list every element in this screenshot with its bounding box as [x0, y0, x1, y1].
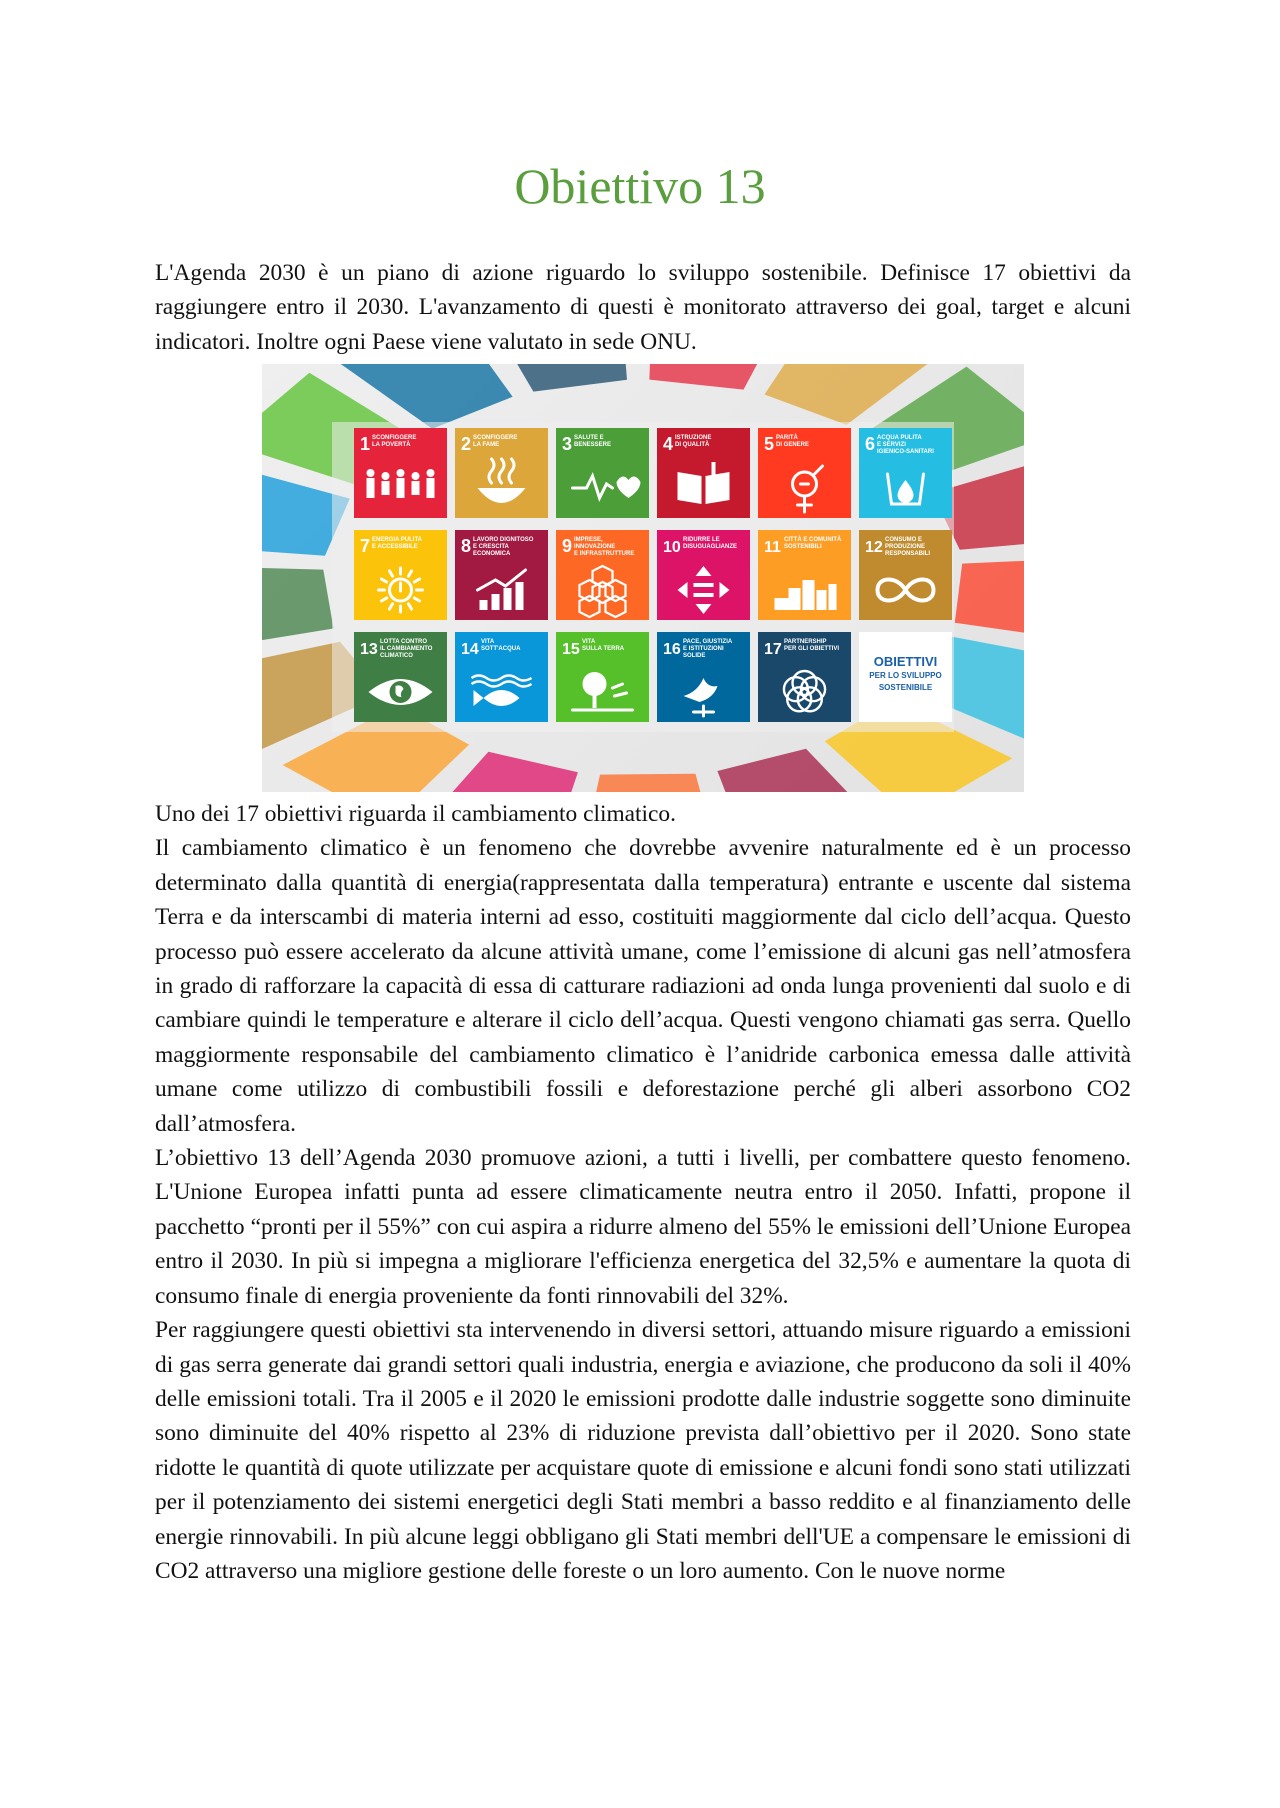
sdg-goals-image	[262, 364, 1024, 792]
sdg-goals-graphic	[262, 364, 1024, 792]
sdg-tile-label: ACQUA PULITA	[877, 435, 922, 441]
sdg-tile-label: E INFRASTRUTTURE	[574, 551, 635, 557]
sdg-tile-10	[657, 530, 750, 620]
sdg-tile-label: SULLA TERRA	[582, 646, 625, 652]
sdg-tile-number: 10	[663, 539, 681, 556]
sdg-tile-label: IMPRESE,	[574, 537, 603, 543]
sdg-tile-label: SALUTE E	[574, 435, 604, 441]
sdg-tile-label: CLIMATICO	[380, 653, 413, 659]
sdg-tile-label: E ISTITUZIONI	[683, 646, 724, 652]
sdg-tile-2	[455, 428, 548, 518]
sdg-tile-label: PARTNERSHIP	[784, 639, 827, 645]
sdg-tile-number: 17	[764, 641, 782, 658]
sdg-tile-number: 8	[461, 536, 472, 556]
wheel-wedge	[955, 557, 1024, 644]
sdg-tile-number: 1	[360, 434, 371, 454]
sdg-tile-12	[859, 530, 952, 620]
sdg-tile-label: PARITÀ	[776, 435, 798, 441]
sdg-tile-label: SCONFIGGERE	[473, 435, 518, 441]
sdg-logo-text: SOSTENIBILE	[878, 683, 933, 692]
sdg-logo-text: PER LO SVILUPPO	[869, 671, 942, 680]
sdg-tile-17	[758, 632, 851, 722]
sdg-tile-number: 14	[461, 641, 479, 658]
body-text	[155, 797, 1131, 1588]
sdg-tile-14	[455, 632, 548, 722]
sdg-tile-number: 15	[562, 641, 580, 658]
sdg-tile-label: ECONOMICA	[473, 551, 511, 557]
sdg-tile-label: INNOVAZIONE	[574, 544, 616, 550]
intro-text: L'Agenda 2030 è un piano di azione riguardo lo sviluppo sostenibile. Definisce 17 obiettivi da raggiungere entro il 2030. L'avanzamento di questi è monitorato attraverso dei goal, target e alcuni indicatori. Inoltre ogni Paese viene valutato in sede ONU.	[155, 260, 1131, 355]
sdg-tile-label: E ACCESSIBILE	[372, 544, 418, 550]
sdg-tile-9	[556, 530, 649, 620]
wheel-wedge	[262, 566, 334, 653]
sdg-tile-6	[859, 428, 952, 518]
sdg-tile-number: 7	[360, 536, 371, 556]
sdg-tile-number: 13	[360, 641, 378, 658]
sdg-tile-number: 12	[865, 539, 883, 556]
sdg-tile-label: CONSUMO E	[885, 537, 923, 543]
paragraph-2: Il cambiamento climatico è un fenomeno che dovrebbe avvenire naturalmente ed è un processo determinato dalla quantità di energia(rappresentata dalla temperatura) entrante e uscente dal sistema Terra e da interscambi di materia interni ad esso, costituiti maggiormente dal ciclo dell’acqua. Questo processo può essere accelerato da alcune attività umane, come l’emissione di alcuni gas nell’atmosfera in grado di rafforzare la capacità di essa di catturare radiazioni ad onda lunga provenienti dal suolo e di cambiare quindi le temperature e alterare il ciclo dell’acqua. Questi vengono chiamati gas serra. Quello maggiormente responsabile del cambiamento climatico è l’anidride carbonica emessa dalle attività umane come utilizzo di combustibili fossili e deforestazione perché gli alberi assorbono CO2 dall’atmosfera.	[155, 835, 1131, 1137]
sdg-tile-11	[758, 530, 851, 620]
sdg-tile-16	[657, 632, 750, 722]
sdg-tile-label: PACE, GIUSTIZIA	[683, 639, 733, 645]
sdg-tile-label: DISUGUAGLIANZE	[683, 544, 737, 550]
sdg-tile-number: 9	[562, 536, 573, 556]
sdg-tile-label: RIDURRE LE	[683, 537, 720, 543]
sdg-tile-label: VITA	[582, 639, 596, 645]
sdg-tile-label: LA FAME	[473, 442, 500, 448]
sdg-tile-label: LAVORO DIGNITOSO	[473, 537, 534, 543]
sdg-tile-number: 2	[461, 434, 472, 454]
sdg-tile-8	[455, 530, 548, 620]
sdg-tile-label: DI QUALITÀ	[675, 442, 710, 448]
sdg-tile-label: PRODUZIONE	[885, 544, 926, 550]
sdg-tile-number: 11	[764, 539, 781, 556]
sdg-tile-label: BENESSERE	[574, 442, 612, 448]
paragraph-1: Uno dei 17 obiettivi riguarda il cambiamento climatico.	[155, 801, 676, 827]
sdg-logo-text: OBIETTIVI	[873, 654, 938, 669]
sdg-tile-number: 4	[663, 434, 674, 454]
sdg-tile-label: SOSTENIBILI	[784, 544, 822, 550]
sdg-tile-label: IGIENICO-SANITARI	[877, 449, 934, 455]
wheel-wedge	[580, 774, 720, 792]
sdg-tile-label: RESPONSABILI	[885, 551, 931, 557]
paragraph-4: Per raggiungere questi obiettivi sta intervenendo in diversi settori, attuando misure riguardo a emissioni di gas serra generate dai grandi settori quali industria, energia e aviazione, che producono da soli il 40% delle emissioni totali. Tra il 2005 e il 2020 le emissioni prodotte dalle industrie soggette sono diminuite sono diminuite del 40% rispetto al 23% di riduzione prevista dall’obiettivo per il 2020. Sono state ridotte le quantità di quote utilizzate per acquistare quote di emissione e alcuni fondi sono stati utilizzati per il potenziamento dei sistemi energetici degli Stati membri a basso reddito e al finanziamento delle energie rinnovabili. In più alcune leggi obbligano gli Stati membri dell'UE a compensare le emissioni di CO2 attraverso una migliore gestione delle foreste o un loro aumento. Con le nuove norme	[155, 1317, 1131, 1584]
sdg-tile-label: ISTRUZIONE	[675, 435, 712, 441]
sdg-tile-label: CITTÀ E COMUNITÀ	[784, 537, 842, 543]
sdg-tile-3	[556, 428, 649, 518]
sdg-tile-label: VITA	[481, 639, 495, 645]
sdg-tile-15	[556, 632, 649, 722]
wheel-wedge	[649, 364, 790, 390]
sdg-tile-label: SCONFIGGERE	[372, 435, 417, 441]
sdg-tile-4	[657, 428, 750, 518]
sdg-tile-7	[354, 530, 447, 620]
sdg-tile-label: DI GENERE	[776, 442, 810, 448]
sdg-tile-number: 5	[764, 434, 775, 454]
sdg-logo-tile	[859, 632, 952, 722]
sdg-tile-label: LOTTA CONTRO	[380, 639, 427, 645]
sdg-tile-1	[354, 428, 447, 518]
sdg-tile-label: SOLIDE	[683, 653, 706, 659]
sdg-tile-label: E SERVIZI	[877, 442, 906, 448]
sdg-tile-label: E CRESCITA	[473, 544, 509, 550]
sdg-tile-label: ENERGIA PULITA	[372, 537, 423, 543]
intro-paragraph	[155, 256, 1131, 359]
paragraph-3: L’obiettivo 13 dell’Agenda 2030 promuove azioni, a tutti i livelli, per combattere questo fenomeno. L'Unione Europea infatti punta ad essere climaticamente neutra entro il 2050. Infatti, propone il pacchetto “pronti per il 55%” con cui aspira a ridurre almeno del 55% le emissioni dell’Unione Europea entro il 2030. In più si impegna a migliorare l'efficienza energetica del 32,5% e aumentare la quota di consumo finale di energia proveniente da fonti rinnovabili del 32%.	[155, 1145, 1131, 1309]
sdg-tile-number: 3	[562, 434, 573, 454]
page-title: Obiettivo 13	[514, 158, 766, 214]
sdg-tile-label: SOTT'ACQUA	[481, 646, 521, 652]
sdg-tile-label: PER GLI OBIETTIVI	[784, 646, 840, 652]
sdg-tile-number: 16	[663, 641, 681, 658]
sdg-tile-13	[354, 632, 447, 722]
sdg-tile-5	[758, 428, 851, 518]
sdg-tile-label: LA POVERTÀ	[372, 442, 411, 448]
sdg-tile-number: 6	[865, 434, 876, 454]
sdg-tile-label: IL CAMBIAMENTO	[380, 646, 433, 652]
